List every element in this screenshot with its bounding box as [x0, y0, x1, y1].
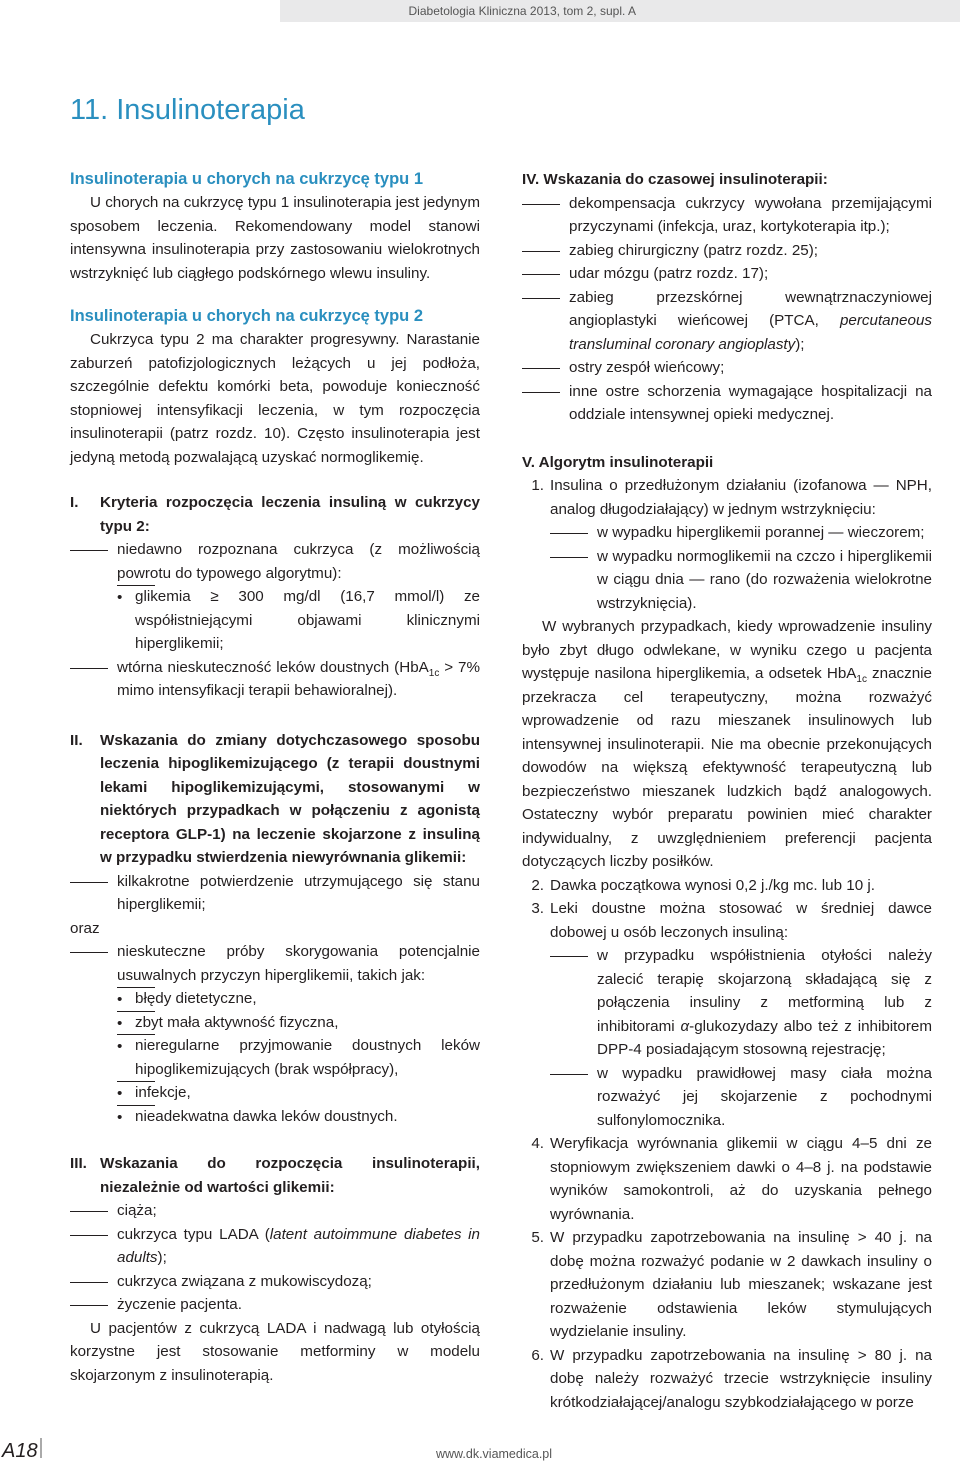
list-item: wtórna nieskuteczność leków doustnych (HbA$_{1c}$ > 7% mimo intensyfikacji terapii behawioralnej). — [70, 656, 480, 703]
algorithm-step-5: 5. W przypadku zapotrzebowania na insulinę > 40 j. na dobę można rozważyć podanie w 2 dawkach insuliny o przedłużonym działaniu lub mieszanek; wskazane jest rozważenie odstawienia leków stymulujących wydzielanie insuliny. — [531, 1229, 932, 1340]
section-2-list — [70, 870, 480, 917]
algorithm-step-3: 3. Leki doustne można stosować w średniej dawce dobowej u osób leczonych insuliną: w przypadku współistnienia otyłości należy zalecić terapię skojarzoną składającą się z połączenia insuliny z metforminą lub z inhibitorami α-glukozydazy albo też z inhibitorem DPP-4 posiadającym stosowną rejestrację; w wypadku prawidłowej masy ciała można rozważyć jej skojarzenie z pochodnymi sulfonylomocznika. — [522, 897, 932, 1132]
section-4-heading: IV. Wskazania do czasowej insulinoterapii: — [522, 171, 828, 188]
section-title: Wskazania do zmiany dotychczasowego sposobu leczenia hipoglikemizującego (z terapii doustnymi lekami hipoglikemizującymi, stosowanymi w niektórych przypadkach w połączeniu z agonistą receptora GLP-1) na leczenie skojarzone z insuliną w przypadku stwierdzenia niewyrównania glikemii: — [100, 731, 480, 866]
bullet-item: • glikemia ≥ 300 mg/dl (16,7 mmol/l) ze współistniejącymi objawami klinicznymi hiperglikemii; — [70, 585, 480, 656]
list-item: zabieg chirurgiczny (patrz rozdz. 25); — [522, 239, 932, 263]
bullet-item: • nieregularne przyjmowanie doustnych leków hipoglikemizujących (brak współpracy), — [70, 1034, 480, 1081]
algorithm-step-2: 2. Dawka początkowa wynosi 0,2 j./kg mc. lub 10 j. — [531, 876, 875, 894]
type2-heading: Insulinoterapia u chorych na cukrzycę typu 2 — [70, 307, 424, 325]
section-1-list — [70, 538, 480, 703]
section-1-body — [40, 538, 480, 703]
bullet-item: • zbyt mała aktywność fizyczna, — [70, 1011, 480, 1035]
section-2-list-b — [70, 940, 480, 1128]
list-item: w przypadku współistnienia otyłości należy zalecić terapię skojarzoną składającą się z połączenia insuliny z metforminą lub z inhibitorami α-glukozydazy albo też z inhibitorem DPP-4 posiadającym stosowną rejestrację; — [550, 944, 932, 1062]
section-number: II. — [70, 731, 83, 749]
page-number: A18 — [2, 1440, 38, 1462]
list-item: w wypadku prawidłowej masy ciała można rozważyć jej skojarzenie z pochodnymi sulfonylomocznika. — [550, 1062, 932, 1133]
type1-paragraph: U chorych na cukrzycę typu 1 insulinoterapia jest jedynym sposobem leczenia. Rekomendowany model stanowi intensywna insulinoterapia przy zastosowaniu wielokrotnych wstrzyknięć lub ciągłego podskórnego wlewu insuliny. — [70, 194, 480, 282]
algorithm-step-4: 4. Weryfikacja wyrównania glikemii w ciągu 4–5 dni ze stopniowym zwiększeniem dawki o 4–8 j. na podstawie wyników samokontroli, aż do uzyskania pełnego wyrównania. — [531, 1135, 932, 1223]
section-number: I. — [70, 494, 79, 511]
list-item: cukrzyca typu LADA (latent autoimmune diabetes in adults); — [70, 1223, 480, 1270]
conjunction-text: oraz — [70, 919, 100, 937]
section-number: III. — [70, 1155, 87, 1172]
algorithm-step-1: 1. Insulina o przedłużonym działaniu (izofanowa — NPH, analog długodziałający) w jednym wstrzyknięciu: w wypadku hiperglikemii porannej — wieczorem; w wypadku normoglikemii na czczo i hiperglikemii w ciągu dnia — rano (do rozważenia wielokrotne wstrzyknięcia). W wybranych przypadkach, kiedy wprowadzenie insuliny było zbyt długo odwlekane, w wyniku czego u pacjenta występuje nasilona hiperglikemia, a odsetek HbA$_{1c}$ znacznie przekracza cel terapeutyczny, można rozważyć wprowadzenie od razu mieszanek insulinowych lub intensywnej insulinoterapii. Nie ma obecnie przekonujących dowodów na większą efektywność terapeutyczną lub bezpieczeństwo mieszanek ludzkich bądź analogowych. Ostateczny wybór preparatu powinien mieć charakter indywidualny, z uwzględnieniem preferencji pacjenta dotyczących liczby posiłków. — [522, 474, 932, 874]
list-item: ciąża; — [70, 1199, 480, 1223]
step-1-note: W wybranych przypadkach, kiedy wprowadzenie insuliny było zbyt długo odwlekane, w wyniku czego u pacjenta występuje nasilona hiperglikemia, a odsetek HbA$_{1c}$ znacznie przekracza cel terapeutyczny, można rozważyć wprowadzenie od razu mieszanek insulinowych lub intensywnej insulinoterapii. Nie ma obecnie przekonujących dowodów na większą efektywność terapeutyczną lub bezpieczeństwo mieszanek ludzkich bądź analogowych. Ostateczny wybór preparatu powinien mieć charakter indywidualny, z uwzględnieniem preferencji pacjenta dotyczących liczby posiłków. — [522, 618, 932, 870]
list-item: udar mózgu (patrz rozdz. 17); — [522, 262, 932, 286]
list-item: w wypadku normoglikemii na czczo i hiperglikemii w ciągu dnia — rano (do rozważenia wielokrotne wstrzyknięcia). — [550, 545, 932, 616]
type1-heading: Insulinoterapia u chorych na cukrzycę typu 1 — [70, 170, 424, 188]
bullet-item: • błędy dietetyczne, — [70, 987, 480, 1011]
section-2-heading — [70, 729, 480, 870]
bullet-item: • infekcje, — [70, 1081, 480, 1105]
list-item: inne ostre schorzenia wymagające hospitalizacji na oddziale intensywnej opieki medycznej. — [522, 380, 932, 427]
right-column — [522, 168, 932, 1414]
section-1-heading — [70, 491, 480, 538]
list-item: kilkakrotne potwierdzenie utrzymującego się stanu hiperglikemii; — [70, 870, 480, 917]
footer-divider — [40, 1438, 42, 1458]
step-3-sublist — [550, 944, 932, 1132]
list-item: w wypadku hiperglikemii porannej — wieczorem; — [550, 521, 932, 545]
algorithm-step-6: 6. W przypadku zapotrzebowania na insulinę > 80 j. na dobę należy rozważyć trzecie wstrzyknięcie insuliny krótkodziałającej/analogu szybkodziałającego w porze — [531, 1346, 932, 1411]
section-3-list — [70, 1199, 480, 1317]
step-1-sublist — [550, 521, 932, 615]
bullet-list — [70, 585, 480, 656]
section-title: Wskazania do rozpoczęcia insulinoterapii, niezależnie od wartości glikemii: — [100, 1155, 480, 1196]
list-item: zabieg przezskórnej wewnątrznaczyniowej angioplastyki wieńcowej (PTCA, percutaneous transluminal coronary angioplasty); — [522, 286, 932, 357]
algorithm-list — [522, 474, 932, 1414]
running-header — [280, 0, 960, 22]
section-3-heading — [70, 1152, 480, 1199]
list-item: dekompensacja cukrzycy wywołana przemijającymi przyczynami (infekcja, uraz, kortykoterapia itp.); — [522, 192, 932, 239]
list-item: życzenie pacjenta. — [70, 1293, 480, 1317]
lada-paragraph: U pacjentów z cukrzycą LADA i nadwagą lub otyłością korzystne jest stosowanie metforminy w modelu skojarzonym z insulinoterapią. — [70, 1319, 480, 1384]
left-column — [70, 168, 480, 1387]
list-item: nieskuteczne próby skorygowania potencjalnie usuwalnych przyczyn hiperglikemii, takich jak: • błędy dietetyczne, • zbyt mała aktywność fizyczna, • nieregularne przyjmowanie doustnych leków hipoglikemizujących (brak współpracy), • infekcje, • nieadekwatna dawka leków doustnych. — [70, 940, 480, 1128]
list-item: niedawno rozpoznana cukrzyca (z możliwością powrotu do typowego algorytmu): • glikemia ≥ 300 mg/dl (16,7 mmol/l) ze współistniejącymi objawami klinicznymi hiperglikemii; — [70, 538, 480, 656]
list-item: cukrzyca związana z mukowiscydozą; — [70, 1270, 480, 1294]
journal-citation: Diabetologia Kliniczna 2013, tom 2, supl. A — [408, 4, 636, 18]
section-5-heading: V. Algorytm insulinoterapii — [522, 453, 714, 471]
section-title: Kryteria rozpoczęcia leczenia insuliną w cukrzycy typu 2: — [100, 494, 480, 535]
section-4-list — [522, 192, 932, 427]
type2-paragraph: Cukrzyca typu 2 ma charakter progresywny. Narastanie zaburzeń patofizjologicznych leżących u jej podłoża, szczególnie defektu komórki beta, powoduje konieczność stopniowej intensyfikacji leczenia, w tym rozpoczęcia insulinoterapii (patrz rozdz. 10). Często insulinoterapia jest jedyną metodą pozwalającą uzyskać normoglikemię. — [70, 331, 480, 466]
chapter-title: 11. Insulinoterapia — [70, 94, 305, 126]
bullet-list — [70, 987, 480, 1128]
list-item: ostry zespół wieńcowy; — [522, 356, 932, 380]
footer-url: www.dk.viamedica.pl — [436, 1447, 553, 1461]
bullet-item: • nieadekwatna dawka leków doustnych. — [70, 1105, 480, 1129]
